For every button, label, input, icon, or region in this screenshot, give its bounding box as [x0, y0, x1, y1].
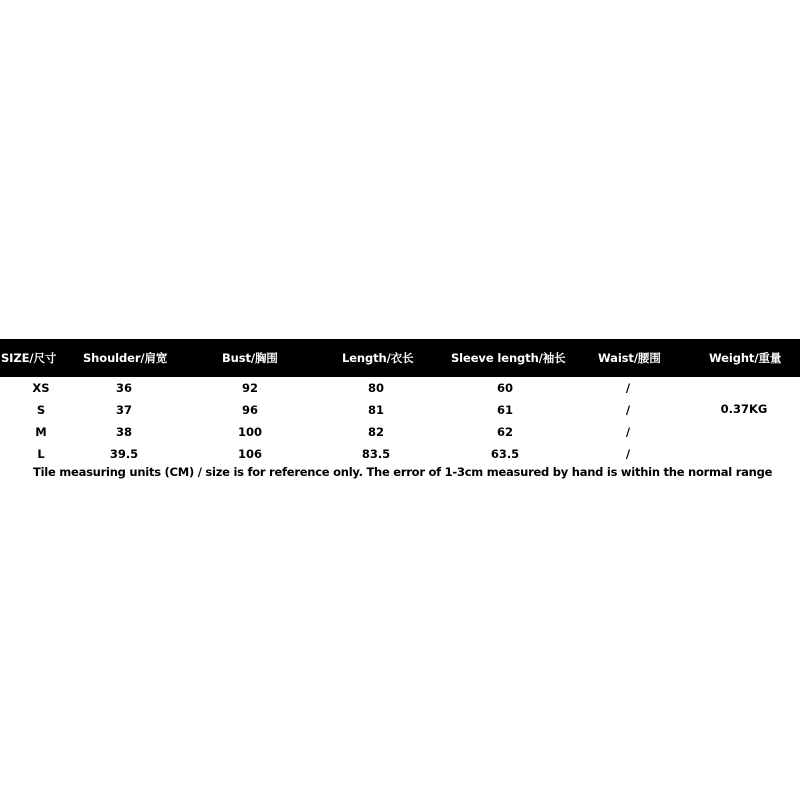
cell-size: S [36, 403, 46, 417]
cell-shoulder: 38 [115, 425, 133, 439]
table-row [0, 443, 800, 465]
header-size: SIZE/尺寸 [1, 351, 57, 365]
header-length: Length/衣长 [342, 351, 414, 365]
cell-length: 83.5 [361, 447, 391, 461]
cell-size: M [35, 425, 47, 439]
cell-bust: 92 [241, 381, 259, 395]
cell-sleeve-length: 61 [496, 403, 514, 417]
table-row [0, 399, 800, 421]
cell-waist: / [625, 425, 631, 439]
measurement-note: Tile measuring units (CM) / size is for reference only. The error of 1-3cm measured by hand is within the normal range [33, 465, 773, 479]
cell-size: L [37, 447, 45, 461]
header-waist: Waist/腰围 [598, 351, 661, 365]
cell-sleeve-length: 60 [496, 381, 514, 395]
cell-bust: 106 [237, 447, 263, 461]
cell-shoulder: 37 [115, 403, 133, 417]
table-header [0, 339, 800, 377]
size-chart-table [0, 339, 800, 465]
header-bust: Bust/胸围 [222, 351, 278, 365]
cell-bust: 96 [241, 403, 259, 417]
header-shoulder: Shoulder/肩宽 [83, 351, 168, 365]
header-sleeve-length: Sleeve length/袖长 [451, 351, 566, 365]
cell-waist: / [625, 381, 631, 395]
cell-length: 80 [367, 381, 385, 395]
cell-shoulder: 39.5 [109, 447, 139, 461]
cell-size: XS [32, 381, 50, 395]
cell-waist: / [625, 403, 631, 417]
table-row [0, 377, 800, 399]
cell-bust: 100 [237, 425, 263, 439]
cell-waist: / [625, 447, 631, 461]
cell-length: 81 [367, 403, 385, 417]
cell-shoulder: 36 [115, 381, 133, 395]
header-weight: Weight/重量 [709, 351, 782, 365]
cell-length: 82 [367, 425, 385, 439]
table-row [0, 421, 800, 443]
weight-value: 0.37KG [720, 402, 768, 416]
cell-sleeve-length: 63.5 [490, 447, 520, 461]
cell-sleeve-length: 62 [496, 425, 514, 439]
